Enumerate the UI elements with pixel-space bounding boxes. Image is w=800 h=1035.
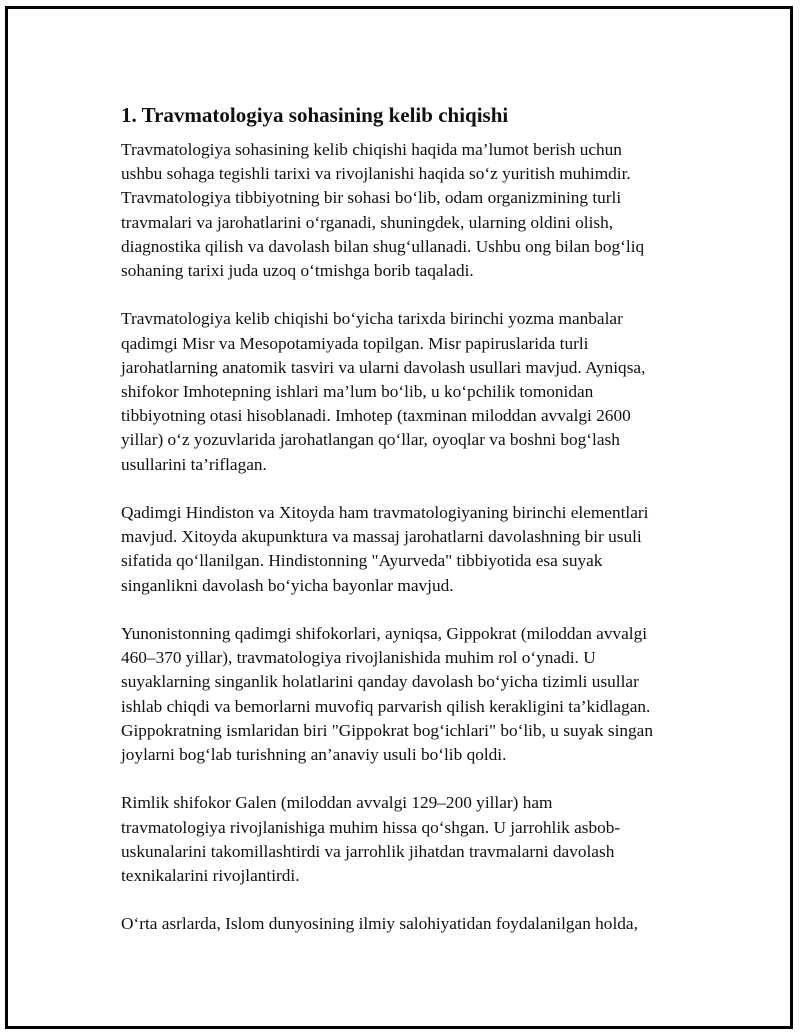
paragraph-rome-galen: Rimlik shifokor Galen (miloddan avvalgi 129–200 yillar) ham travmatologiya rivojlanishiga muhim hissa qo‘shgan. U jarrohlik asbob- uskunalarini takomillashtirdi va jarrohlik jihatdan travmalarni davolash texnikalarini rivojlantirdi. — [121, 793, 621, 886]
paragraph-india-china: Qadimgi Hindiston va Xitoyda ham travmatologiyaning birinchi elementlari mavjud. Xitoyda akupunktura va massaj jarohatlarni davolashning bir usuli sifatida qo‘llanilgan. Hindistonning "Ayurveda" tibbiyotida esa suyak singanlikni davolash bo‘yicha bayonlar mavjud. — [121, 503, 649, 595]
paragraph-greece-hippocrates: Yunonistonning qadimgi shifokorlari, ayniqsa, Gippokrat (miloddan avvalgi 460–370 yillar), travmatologiya rivojlanishida muhim rol o‘ynadi. U suyaklarning singanlik holatlarini qanday davolash bo‘yicha tizimli usullar ishlab chiqdi va bemorlarni muvofiq parvarish qilish kerakligini ta’kidlagan. Gippokratning ismlaridan biri "Gippokrat bog‘ichlari" bo‘lib, u suyak singan joylarni bog‘lab turishning an’anaviy usuli bo‘lib qoldi. — [121, 624, 653, 765]
paragraph-middle-ages: O‘rta asrlarda, Islom dunyosining ilmiy salohiyatidan foydalanilgan holda, — [121, 914, 638, 934]
document-body — [121, 101, 701, 961]
paragraph-egypt-mesopotamia: Travmatologiya kelib chiqishi bo‘yicha tarixda birinchi yozma manbalar qadimgi Misr va Mesopotamiyada topilgan. Misr papiruslarida turli jarohatlarning anatomik tasviri va ularni davolash usullari mavjud. Ayniqsa, shifokor Imhotepning ishlari ma’lum bo‘lib, u ko‘pchilik tomonidan tibbiyotning otasi hisoblanadi. Imhotep (taxminan miloddan avvalgi 2600 yillar) o‘z yozuvlarida jarohatlangan qo‘llar, oyoqlar va boshni bog‘lash usullarini ta’riflagan. — [121, 309, 646, 474]
paragraph-origins: Travmatologiya sohasining kelib chiqishi haqida ma’lumot berish uchun ushbu sohaga tegishli tarixi va rivojlanishi haqida so‘z yuritish muhimdir. Travmatologiya tibbiyotning bir sohasi bo‘lib, odam organizmining turli travmalari va jarohatlarini o‘rganadi, shuningdek, ularning oldini olish, diagnostika qilish va davolash bilan shug‘ullanadi. Ushbu ong bilan bog‘liq sohaning tarixi juda uzoq o‘tmishga borib taqaladi. — [121, 140, 645, 281]
section-title: 1. Travmatologiya sohasining kelib chiqishi — [121, 103, 509, 127]
page-frame — [5, 6, 793, 1029]
